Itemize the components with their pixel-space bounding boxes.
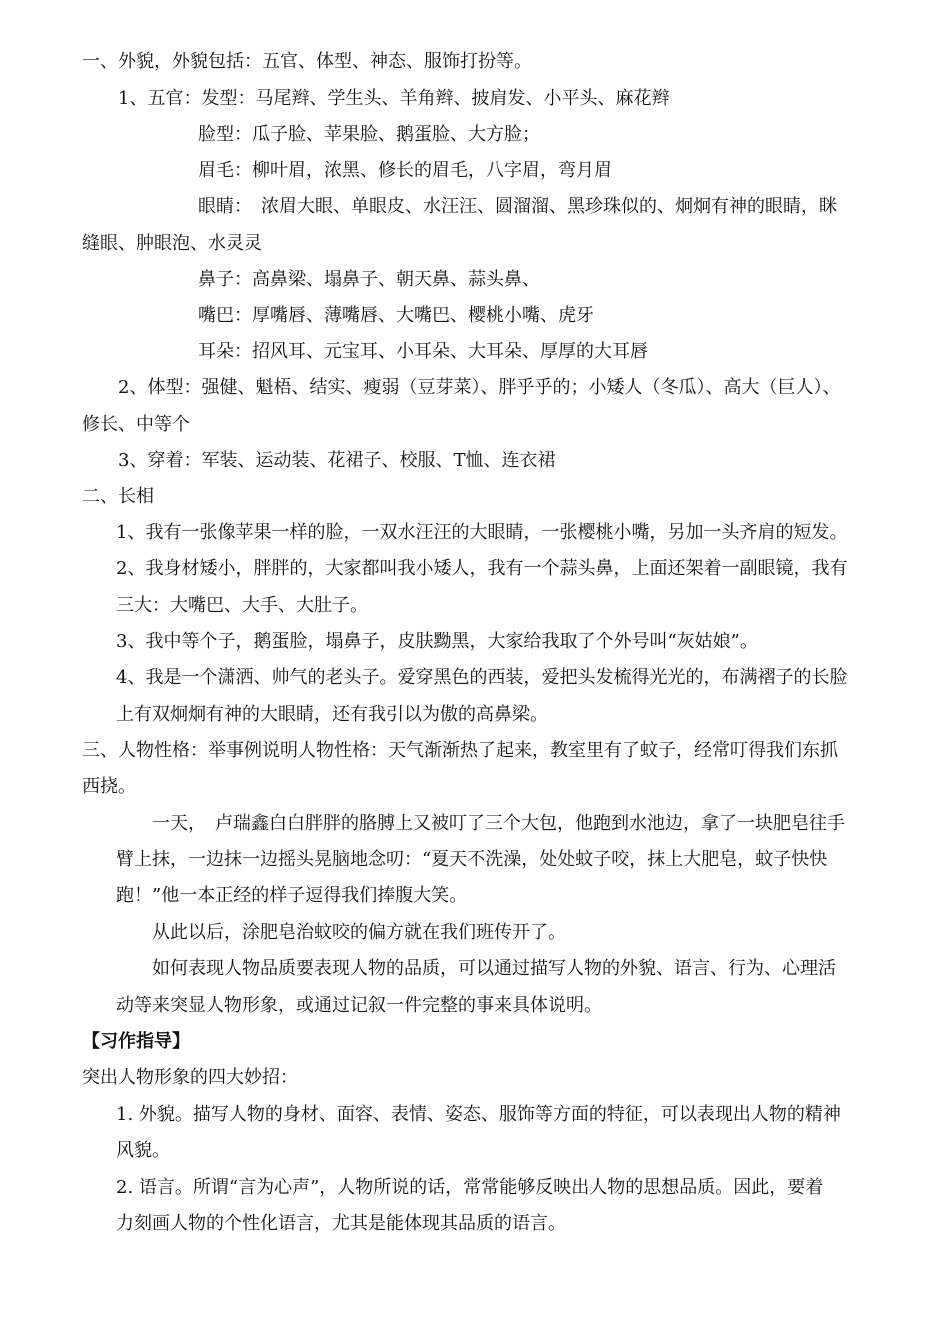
looks-item-2: 2、我身材矮小，胖胖的，大家都叫我小矮人，我有一个蒜头鼻，上面还架着一副眼镜，我有 <box>116 558 848 579</box>
looks-item-4: 4、我是一个潇洒、帅气的老头子。爱穿黑色的西装，爱把头发梳得光光的，布满褶子的长脸 <box>116 667 848 688</box>
section-heading-appearance: 一、外貌，外貌包括：五官、体型、神态、服饰打扮等。 <box>82 51 532 72</box>
facial-face-line: 脸型：瓜子脸、苹果脸、鹅蛋脸、大方脸； <box>198 124 540 145</box>
guide-tip-1: 1. 外貌。描写人物的身材、面容、表情、姿态、服饰等方面的特征，可以表现出人物的精神 <box>116 1104 841 1125</box>
looks-item-1: 1、我有一张像苹果一样的脸，一双水汪汪的大眼睛，一张樱桃小嘴，另加一头齐肩的短发。 <box>116 522 848 543</box>
summary-paragraph-line: 如何表现人物品质要表现人物的品质，可以通过描写人物的外貌、语言、行为、心理活 <box>152 958 836 979</box>
guide-tip-2-cont: 力刻画人物的个性化语言，尤其是能体现其品质的语言。 <box>116 1213 566 1234</box>
summary-paragraph-line: 动等来突显人物形象，或通过记叙一件完整的事来具体说明。 <box>116 995 602 1016</box>
facial-ears-line: 耳朵：招风耳、元宝耳、小耳朵、大耳朵、厚厚的大耳唇 <box>198 341 648 362</box>
story-paragraph-line: 臂上抹，一边抹一边摇头晃脑地念叨：“夏天不洗澡，处处蚊子咬，抹上大肥皂，蚊子快快 <box>116 849 828 870</box>
looks-item-2-cont: 三大：大嘴巴、大手、大肚子。 <box>116 595 368 616</box>
story-paragraph-line: 一天， 卢瑞鑫白白胖胖的胳膊上又被叮了三个大包，他跑到水池边，拿了一块肥皂往手 <box>152 813 845 834</box>
clothing-line: 3、穿着：军装、运动装、花裙子、校服、T恤、连衣裙 <box>118 450 556 471</box>
body-type-line: 2、体型：强健、魁梧、结实、瘦弱（豆芽菜）、胖乎乎的；小矮人（冬瓜）、高大（巨人）、 <box>118 377 841 398</box>
facial-eyes-line: 眼睛： 浓眉大眼、单眼皮、水汪汪、圆溜溜、黑珍珠似的、炯炯有神的眼睛，眯 <box>198 196 837 217</box>
guide-title: 【习作指导】 <box>82 1031 190 1052</box>
facial-mouth-line: 嘴巴：厚嘴唇、薄嘴唇、大嘴巴、樱桃小嘴、虎牙 <box>198 305 594 326</box>
section-heading-personality-cont: 西挠。 <box>82 776 136 797</box>
story-conclusion-line: 从此以后，涂肥皂治蚊咬的偏方就在我们班传开了。 <box>152 922 566 943</box>
looks-item-4-cont: 上有双炯炯有神的大眼睛，还有我引以为傲的高鼻梁。 <box>116 704 548 725</box>
story-paragraph-line: 跑！”他一本正经的样子逗得我们捧腹大笑。 <box>116 885 468 906</box>
facial-hair-line: 1、五官：发型：马尾辫、学生头、羊角辫、披肩发、小平头、麻花辫 <box>118 88 670 109</box>
facial-nose-line: 鼻子：高鼻梁、塌鼻子、朝天鼻、蒜头鼻、 <box>198 269 540 290</box>
section-heading-personality: 三、人物性格：举事例说明人物性格：天气渐渐热了起来，教室里有了蚊子，经常叮得我们东抓 <box>82 740 838 761</box>
guide-tip-1-cont: 风貌。 <box>116 1140 170 1161</box>
body-type-line-cont: 修长、中等个 <box>82 414 190 435</box>
facial-eyes-line-cont: 缝眼、肿眼泡、水灵灵 <box>82 233 262 254</box>
looks-item-3: 3、我中等个子，鹅蛋脸，塌鼻子，皮肤黝黑，大家给我取了个外号叫“灰姑娘”。 <box>116 631 758 652</box>
section-heading-looks: 二、长相 <box>82 486 154 507</box>
guide-tip-2: 2. 语言。所谓“言为心声”，人物所说的话，常常能够反映出人物的思想品质。因此，要着 <box>116 1177 824 1198</box>
facial-brows-line: 眉毛：柳叶眉，浓黑、修长的眉毛，八字眉，弯月眉 <box>198 160 612 181</box>
guide-intro: 突出人物形象的四大妙招： <box>82 1067 298 1088</box>
